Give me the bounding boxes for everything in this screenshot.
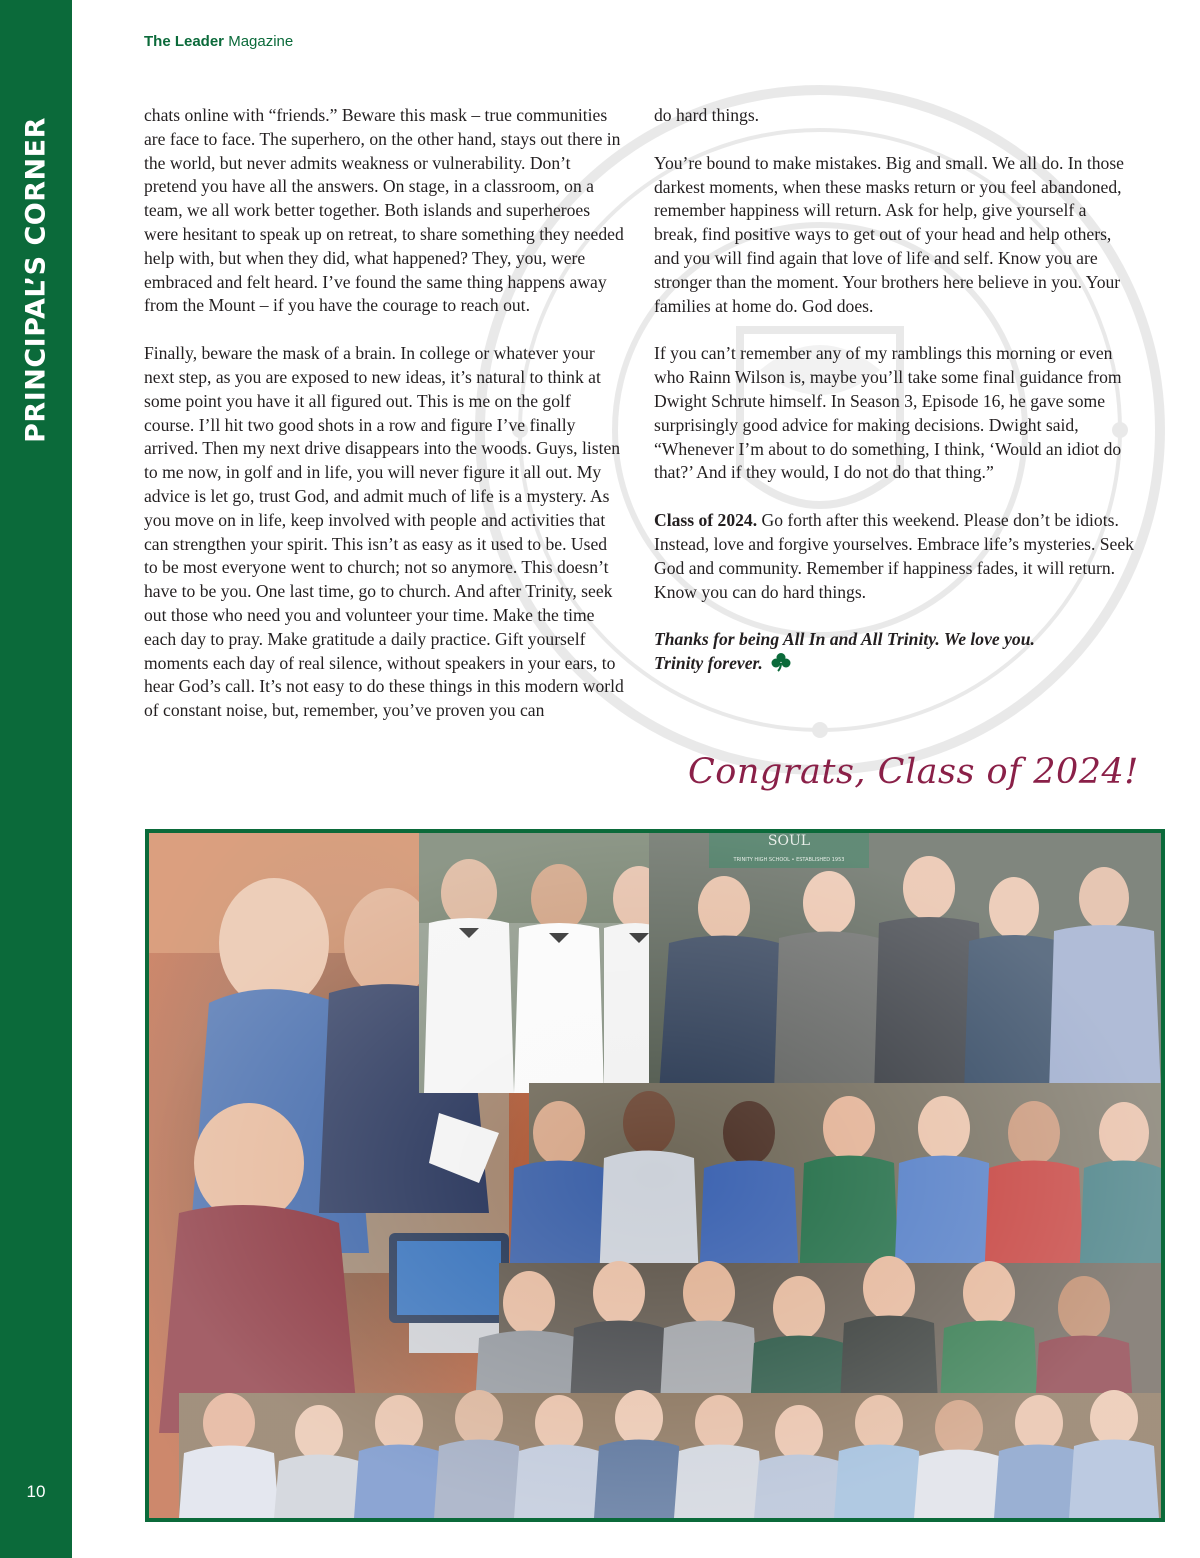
right-paragraph-4: [654, 509, 1134, 604]
closing-line-1: Thanks for being All In and All Trinity. We love you.: [654, 629, 1035, 650]
banner-text: SOUL: [767, 833, 811, 849]
class-of-2024-body: Go forth after this weekend. Please don’t be idiots. Instead, love and forgive yourselves. Embrace life’s mysteries. Seek God and community. Remember if happiness fades, it will return. Know you can do hard things.: [654, 510, 1134, 602]
page-number: 10: [26, 1482, 46, 1501]
class-photo-collage: [145, 829, 1165, 1522]
left-paragraph-1: chats online with “friends.” Beware this mask – true communities are face to face. The superhero, on the other hand, stays out there in the world, but never admits weakness or vulnerability. Don’t pretend you have all the answers. On stage, in a classroom, on a team, we all work better together. Both islands and superheroes were hesitant to speak up on retreat, to share something they needed help with, but when they did, what happened? They, you, were embraced and felt heard. I’ve found the same thing happens away from the Mount – if you have the courage to reach out.: [144, 105, 624, 316]
header-brand: The Leader: [144, 33, 225, 50]
closing-line-2: Trinity forever.: [654, 653, 763, 674]
section-title: PRINCIPAL’S CORNER: [20, 117, 52, 443]
collage-image: [149, 833, 1161, 1518]
right-paragraph-2: You’re bound to make mistakes. Big and small. We all do. In those darkest moments, when these masks return or you feel abandoned, remember happiness will return. Ask for help, give yourself a break, find positive ways to get out of your head and help others, and you will find again that love of life and self. Know you are stronger than the moment. Your brothers here believe in you. Your families at home do. God does.: [654, 152, 1124, 316]
right-column: [654, 104, 1134, 676]
right-paragraph-3: If you can’t remember any of my ramblings this morning or even who Rainn Wilson is, maybe you’ll take some final guidance from Dwight Schrute himself. In Season 3, Episode 16, he gave some surprisingly good advice for making decisions. Dwight said, “Whenever I’m about to do something, I think, ‘Would an idiot do that?’ And if they would, I do not do that thing.”: [654, 343, 1122, 483]
congrats-headline: Congrats, Class of 2024!: [688, 752, 1139, 792]
right-paragraph-1: do hard things.: [654, 105, 760, 125]
header-publication: Magazine: [228, 33, 294, 50]
class-of-2024-lead: Class of 2024.: [654, 510, 758, 531]
sidebar: [0, 0, 72, 1558]
left-paragraph-2: Finally, beware the mask of a brain. In college or whatever your next step, as you are exposed to new ideas, it’s natural to think at some point you have it all figured out. This is me on the golf course. I’ll hit two good shots in a row and figure I’ve finally arrived. Then my next drive disappears into the woods. Guys, listen to me now, in golf and in life, you will never figure it all out. My advice is let go, trust God, and admit much of life is a mystery. As you move on in life, keep involved with people and activities that can strengthen your spirit. This isn’t as easy as it used to be. Used to be most everyone went to church; not so anymore. This doesn’t have to be you. One last time, go to church. And after Trinity, seek out those who need you and volunteer your time. Make the time each day to pray. Make gratitude a daily practice. Gift yourself moments each day of real silence, without speakers in your ears, to hear God’s call. It’s not easy to do these things in this modern world of constant noise, but, remember, you’ve proven you can: [144, 343, 624, 721]
left-column: [144, 104, 624, 747]
shamrock-icon: [771, 652, 791, 672]
closing-message: [654, 628, 1134, 676]
running-header: [144, 33, 293, 50]
banner-subtext: TRINITY HIGH SCHOOL • ESTABLISHED 1953: [733, 857, 845, 863]
